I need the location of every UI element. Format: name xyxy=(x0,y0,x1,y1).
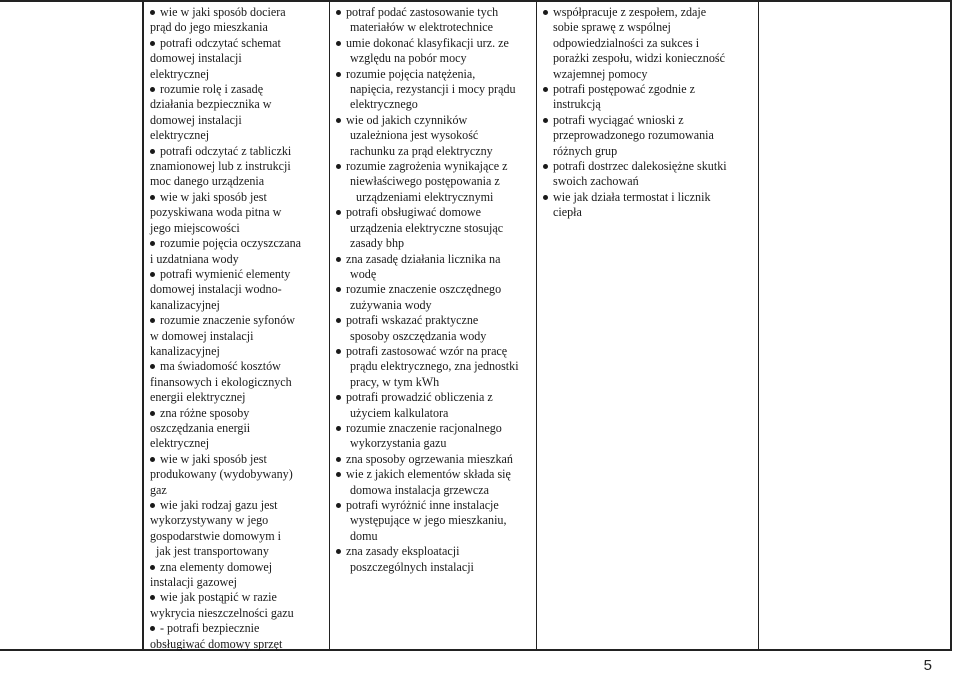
list-item xyxy=(148,144,326,190)
list-item-continuation: prąd do jego mieszkania xyxy=(150,20,268,35)
list-item-continuation: względu na pobór mocy xyxy=(350,51,467,66)
list-item-continuation: poszczególnych instalacji xyxy=(350,559,474,574)
list-item-text: wie od jakich czynników xyxy=(346,112,468,127)
list-item-continuation: uzależniona jest wysokość rachunku za prąd elektryczny xyxy=(350,128,493,158)
list-item xyxy=(148,498,326,560)
bullet-icon xyxy=(150,626,155,631)
list-item xyxy=(148,267,326,313)
list-item-text: wie jak postąpić w razie xyxy=(160,590,277,605)
bullet-icon xyxy=(336,41,341,46)
list-item-text: potraf podać zastosowanie tych xyxy=(346,5,499,19)
list-item-continuation: w domowej instalacji kanalizacyjnej xyxy=(150,328,254,358)
list-item-continuation: obsługiwać domowy sprzęt xyxy=(150,636,283,651)
column-divider xyxy=(536,2,537,649)
column-divider xyxy=(142,2,144,649)
bullet-icon xyxy=(543,118,548,123)
list-item-text: rozumie rolę i zasadę xyxy=(160,82,264,97)
list-item-continuation: sposoby oszczędzania wody xyxy=(350,328,487,343)
bullet-icon xyxy=(150,149,155,154)
bullet-icon xyxy=(336,210,341,215)
bullet-icon xyxy=(150,503,155,508)
list-item xyxy=(334,36,533,67)
bullet-icon xyxy=(336,549,341,554)
list-item-text: wie jak działa termostat i licznik xyxy=(553,189,711,204)
list-item-continuation: zużywania wody xyxy=(350,297,432,312)
list-item-continuation: swoich zachowań xyxy=(553,174,639,189)
bullet-icon xyxy=(336,472,341,477)
bullet-icon xyxy=(150,457,155,462)
list-item-text: rozumie pojęcia oczyszczana xyxy=(160,236,302,251)
list-item-continuation: sobie sprawę z wspólnej odpowiedzialności za sukces i porażki zespołu, widzi konieczność wzajemnej pomocy xyxy=(553,20,725,81)
list-item-continuation: instalacji gazowej xyxy=(150,575,237,590)
list-item xyxy=(334,344,533,390)
list-item xyxy=(334,113,533,159)
list-item xyxy=(148,36,326,82)
list-item xyxy=(334,544,533,575)
list-item-text: umie dokonać klasyfikacji urz. ze xyxy=(346,35,509,50)
list-item-continuation: wykorzystywany w jego gospodarstwie domowym i jak jest transportowany xyxy=(150,513,282,559)
list-item-text: rozumie znaczenie syfonów xyxy=(160,313,295,328)
list-item-continuation: prądu elektrycznego, zna jednostki pracy, w tym kWh xyxy=(350,359,519,389)
bullet-icon xyxy=(336,72,341,77)
column-basic-requirements xyxy=(148,5,326,652)
list-item xyxy=(541,190,755,221)
list-item-continuation: działania bezpiecznika w domowej instalacji elektrycznej xyxy=(150,97,272,143)
list-item-continuation: pozyskiwana woda pitna w jego miejscowości xyxy=(150,205,282,235)
list-item xyxy=(541,82,755,113)
list-item-continuation: występujące w jego mieszkaniu, domu xyxy=(350,513,507,543)
list-item-text: ma świadomość kosztów xyxy=(160,359,281,374)
list-item xyxy=(334,467,533,498)
list-item-text: potrafi postępować zgodnie z xyxy=(553,82,696,97)
bullet-icon xyxy=(336,503,341,508)
list-item-text: zna elementy domowej xyxy=(160,559,273,574)
bullet-icon xyxy=(543,10,548,15)
list-item-continuation: produkowany (wydobywany) gaz xyxy=(150,467,293,497)
list-item-text: rozumie pojęcia natężenia, xyxy=(346,66,476,81)
list-item-text: wie w jaki sposób jest xyxy=(160,451,267,466)
list-item-text: potrafi wymienić elementy xyxy=(160,266,291,281)
list-item-continuation: domowej instalacji elektrycznej xyxy=(150,51,242,81)
list-item xyxy=(148,190,326,236)
list-item-text: wie w jaki sposób jest xyxy=(160,189,267,204)
bullet-icon xyxy=(336,257,341,262)
bullet-icon xyxy=(150,87,155,92)
list-item xyxy=(148,359,326,405)
list-item xyxy=(148,313,326,359)
list-item xyxy=(148,590,326,621)
list-item-text: zna zasady eksploatacji xyxy=(346,544,460,559)
list-item-continuation: wykrycia nieszczelności gazu xyxy=(150,605,294,620)
list-item-continuation: urządzenia elektryczne stosując zasady bhp xyxy=(350,220,504,251)
column-divider xyxy=(950,2,952,649)
list-item xyxy=(148,406,326,452)
list-item-text: zna sposoby ogrzewania mieszkań xyxy=(346,451,513,466)
list-item-text: rozumie znaczenie oszczędnego xyxy=(346,282,502,297)
list-item-text: potrafi odczytać schemat xyxy=(160,35,281,50)
list-item xyxy=(541,159,755,190)
bullet-icon xyxy=(150,318,155,323)
list-item-text: zna różne sposoby xyxy=(160,405,250,420)
list-item xyxy=(148,82,326,144)
bullet-icon xyxy=(543,195,548,200)
column-divider xyxy=(329,2,330,649)
bullet-icon xyxy=(336,10,341,15)
list-item-text: potrafi odczytać z tabliczki xyxy=(160,143,292,158)
bullet-icon xyxy=(150,41,155,46)
list-item-continuation: i uzdatniana wody xyxy=(150,251,239,266)
list-item-continuation: napięcia, rezystancji i mocy prądu elektrycznego xyxy=(350,82,516,112)
bullet-icon xyxy=(336,164,341,169)
list-item xyxy=(334,159,533,205)
bullet-icon xyxy=(336,118,341,123)
list-item-text: potrafi wskazać praktyczne xyxy=(346,313,479,328)
list-item xyxy=(148,236,326,267)
list-item-text: - potrafi bezpiecznie xyxy=(160,621,260,636)
list-item-continuation: domowej instalacji wodno- kanalizacyjnej xyxy=(150,282,282,312)
list-item xyxy=(148,560,326,591)
list-item-text: zna zasadę działania licznika na xyxy=(346,251,501,266)
bullet-icon xyxy=(150,565,155,570)
bullet-icon xyxy=(336,457,341,462)
bullet-icon xyxy=(150,10,155,15)
list-item-continuation: wykorzystania gazu xyxy=(350,436,447,451)
bullet-icon xyxy=(336,318,341,323)
bullet-icon xyxy=(150,272,155,277)
bullet-icon xyxy=(150,364,155,369)
list-item xyxy=(334,205,533,251)
list-item-text: współpracuje z zespołem, zdaje xyxy=(553,5,707,19)
bullet-icon xyxy=(150,411,155,416)
list-item-continuation: materiałów w elektrotechnice xyxy=(350,20,494,35)
bullet-icon xyxy=(336,349,341,354)
list-item-text: potrafi wyciągać wnioski z xyxy=(553,112,684,127)
list-item-text: wie w jaki sposób dociera xyxy=(160,5,286,19)
list-item-continuation: użyciem kalkulatora xyxy=(350,405,449,420)
list-item xyxy=(334,390,533,421)
list-item-continuation: finansowych i ekologicznych energii elektrycznej xyxy=(150,374,292,405)
list-item xyxy=(148,452,326,498)
bullet-icon xyxy=(150,195,155,200)
list-item xyxy=(334,5,533,36)
list-item-text: potrafi obsługiwać domowe xyxy=(346,205,482,220)
list-item xyxy=(334,67,533,113)
column-divider xyxy=(758,2,759,649)
list-item xyxy=(541,113,755,159)
list-item-continuation: przeprowadzonego rozumowania różnych grup xyxy=(553,128,714,158)
list-item xyxy=(334,282,533,313)
list-item xyxy=(334,421,533,452)
list-item xyxy=(334,452,533,467)
bullet-icon xyxy=(543,164,548,169)
list-item xyxy=(148,621,326,652)
list-item-text: potrafi prowadzić obliczenia z xyxy=(346,390,493,405)
list-item-continuation: oszczędzania energii elektrycznej xyxy=(150,420,251,451)
list-item-continuation: znamionowej lub z instrukcji moc danego urządzenia xyxy=(150,159,291,189)
list-item xyxy=(334,313,533,344)
list-item xyxy=(148,5,326,36)
list-item-continuation: niewłaściwego postępowania z urządzeniami elektrycznymi xyxy=(350,174,500,204)
list-item xyxy=(334,252,533,283)
bullet-icon xyxy=(336,395,341,400)
bullet-icon xyxy=(336,287,341,292)
list-item xyxy=(541,5,755,82)
column-social-skills xyxy=(541,5,755,221)
list-item-continuation: domowa instalacja grzewcza xyxy=(350,482,490,497)
list-item-continuation: ciepła xyxy=(553,205,582,220)
list-item-text: rozumie zagrożenia wynikające z xyxy=(346,159,508,174)
column-extended-requirements xyxy=(334,5,533,575)
list-item-continuation: instrukcją xyxy=(553,97,601,112)
list-item-continuation: wodę xyxy=(350,266,377,281)
list-item xyxy=(334,498,533,544)
bullet-icon xyxy=(150,595,155,600)
bullet-icon xyxy=(150,241,155,246)
list-item-text: wie z jakich elementów składa się xyxy=(346,467,511,482)
bullet-icon xyxy=(336,426,341,431)
bullet-icon xyxy=(543,87,548,92)
list-item-text: potrafi dostrzec dalekosiężne skutki xyxy=(553,159,727,174)
list-item-text: rozumie znaczenie racjonalnego xyxy=(346,420,502,435)
list-item-text: wie jaki rodzaj gazu jest xyxy=(160,498,278,512)
list-item-text: potrafi zastosować wzór na pracę xyxy=(346,343,508,358)
page-number: 5 xyxy=(923,656,932,674)
list-item-text: potrafi wyróżnić inne instalacje xyxy=(346,498,499,512)
